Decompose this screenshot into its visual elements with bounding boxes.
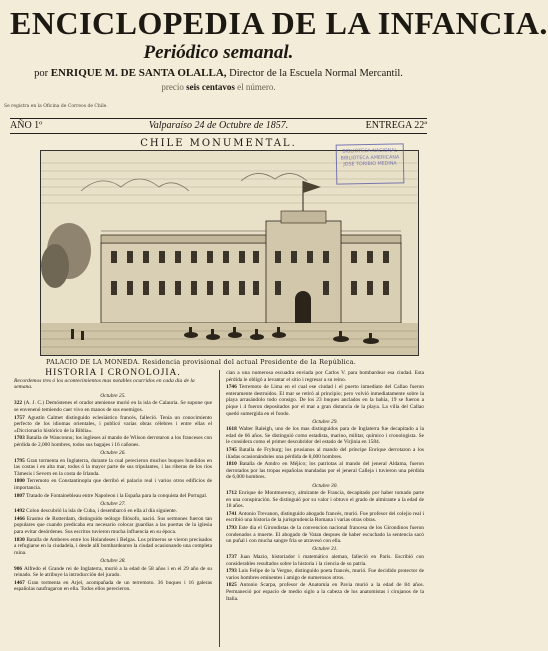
right-column	[226, 370, 424, 647]
price-line	[10, 82, 427, 92]
entry-year: 1466	[14, 515, 27, 522]
text-columns	[14, 370, 423, 647]
entry-year: 1807	[14, 492, 27, 499]
chronology-entry	[14, 580, 212, 593]
entry-year: 1793	[226, 525, 239, 532]
stamp-line-1: BIBLIOTECA NACIONAL	[342, 148, 398, 155]
illustration-caption: PALACIO DE LA MONEDA. Residencia provisional del actual Presidente de la República.	[46, 358, 357, 366]
entry-text: Antonio Scarpa, profesor de Anatomía en Pavia murió a la edad de 84 años. Permaneció por espacio de medio siglo a la cabeza de los anatomistas i cirujanos de la Italia.	[226, 582, 424, 602]
byline-prefix: por	[34, 68, 49, 79]
entry-year: 1737	[226, 553, 241, 560]
day-heading: Octubre 28.	[100, 557, 126, 564]
author-title: Director de la Escuela Normal Mercantil.	[229, 68, 403, 79]
day-heading: Octubre 26.	[100, 450, 126, 457]
entry-text: Gran tormenta en Inglaterra, durante la cual perecieron muchos buques hundidos en las costas i en alta mar, todos ó la mayor parte de sus tripulantes, i las riberas de los ríos Támesis i Severn en la costa de Irlanda.	[14, 457, 212, 477]
issue-number: ENTREGA 22ª	[365, 120, 427, 131]
history-intro: Recordemos tres ó los acontecimientos mas notables ocurridos en cada dia de la semana.	[14, 377, 195, 391]
entry-year: 1830	[14, 536, 27, 543]
entry-year: 322	[14, 400, 24, 407]
registration-note: Se registra en la Oficina de Correos de Chile.	[4, 104, 108, 109]
library-stamp	[336, 143, 405, 184]
chronology-entry	[226, 426, 424, 446]
entry-text: Walter Raleigh, uno de los mas distinguidos para de Inglaterra fue decapitado a la edad de 66 años. Se distinguió como estadista, marino, militar, químico i cronologista. Se le considera como el primer descubridor del estado de Virjinia en 1584.	[226, 426, 424, 446]
chronology-entry	[14, 516, 212, 536]
stamp-line-2: BIBLIOTECA AMERICANA	[340, 154, 400, 162]
entry-text: Juan Mazio, historiador i matemático aleman, falleció en París. Escribió con considerables resultados sobre la historia i la ciencia de su patria.	[226, 553, 424, 567]
day-heading: Octubre 25.	[100, 392, 126, 399]
price-prefix: precio	[161, 82, 184, 92]
entry-text: Antonio Trevanon, distinguido abogado francés, murió. Fue profesor del colejio real i escribió una historia de la jurisprudencia Romana i varias otras obras.	[226, 510, 424, 524]
entry-year: 1746	[226, 384, 240, 391]
chronology-entry	[226, 447, 424, 460]
entry-year: 1467	[14, 579, 28, 586]
entry-text: Luis Felipe de la Vergne, distinguido poeta francés, murió. Fue decidido protector de varios hombres eminentes i amigo de numerosos otros.	[226, 568, 424, 581]
entry-year: 1492	[14, 508, 27, 515]
entry-year: 1618	[226, 426, 239, 433]
author-name: ENRIQUE M. DE SANTA OLALLA,	[50, 67, 227, 79]
chronology-entry	[226, 370, 424, 383]
chronology-entry	[226, 525, 424, 545]
day-heading: Octubre 27.	[100, 500, 126, 507]
history-title: HISTORIA I CRONOLOJIA.	[45, 368, 181, 378]
chronology-entry	[14, 566, 212, 579]
right-entries	[226, 370, 424, 602]
entry-year: 1712	[226, 490, 239, 497]
left-column	[14, 370, 212, 647]
entry-year: 1741	[226, 510, 239, 517]
chronology-entry	[226, 461, 424, 481]
chronology-entry	[226, 384, 424, 417]
entry-text: Batalla de Fryburg; los prusianos al mando del príncipe Enrique derrotaron a los ilíadas ocasionándoles una pérdida de 8,000 hombres.	[226, 447, 424, 460]
chronology-entry	[226, 568, 424, 581]
day-heading: Octubre 29.	[312, 418, 338, 425]
entry-text: Alfredo el Grande rei de Inglaterra, murió a la edad de 58 años i en el 29 año de su reinado. Se le atribuye la introducción del jurado.	[14, 565, 213, 579]
entry-year: 1825	[226, 582, 240, 589]
entry-text: Batalla de Wanconnu; los ingleses al mando de Wilson derrotaron a los franceses con pérdida de 2,000 hombres, todos sus bagajes i 16 cañones.	[14, 435, 212, 448]
section-title: CHILE MONUMENTAL.	[140, 138, 297, 149]
entry-year: 1800	[14, 478, 27, 485]
entry-year: 1757	[14, 414, 28, 421]
year-number: AÑO 1º	[10, 120, 43, 131]
left-entries	[14, 393, 212, 593]
chronology-entry	[226, 511, 424, 524]
entry-year: 1745	[226, 447, 240, 454]
byline	[10, 66, 427, 81]
entry-text: Batalla de Amberes entre los Holandeses i Belgas. Los primeros se vieron precisados a refugiarse en la ciudadela, i desde allí bombardearon la ciudad ocasionando una completa ruina.	[14, 536, 212, 556]
entry-text: Erasmo de Rotterdam, distinguido teólogo filósofo, nació. Sus sermones fueron tan populares que cuando predicaba era necesario colocar guardias a las puertas de la iglesia para evitar desórdenes. Sus escritos tuvieron mucha influencia en su época.	[14, 515, 212, 536]
chronology-entry	[226, 490, 424, 510]
chronology-entry	[14, 537, 212, 557]
entry-text: (A. J. C.) Demóstenes el orador ateniense murió en la isla de Calauria. Se supone que se envenenó temiendo caer vivo en manos de sus enemigos.	[14, 400, 212, 413]
entry-text: Tratado de Fontainebleau entre Napoleon i la España para la conquista del Portugal.	[26, 492, 208, 499]
newspaper-subtitle: Periódico semanal.	[143, 42, 294, 63]
entry-text: Gran tormenta en Arjel, acompañada de un terremoto. 36 buques i 16 galeras españolas naufragaron en ella. Todos ellos perecieron.	[14, 579, 212, 593]
chronology-entry	[226, 554, 424, 567]
price-suffix: el número.	[237, 82, 276, 92]
entry-text: Terremoto en Constantinopla que derribó el palacio real i varios otros edificios de importancia.	[14, 478, 212, 491]
day-heading: Octubre 31.	[312, 546, 338, 553]
chronology-entry	[14, 400, 212, 413]
entry-text: Batalla de Amdro en Méjico; los patriotas al mando del jeneral Aldama, fueron derrotados por las tropas españolas mandadas por el jeneral Calleja i tuvieron una pérdida de 6,000 hombres.	[226, 461, 424, 481]
stamp-line-3: JOSÉ TORIBIO MEDINA	[343, 161, 397, 168]
chronology-entry	[14, 508, 212, 515]
entry-text: Agustín Calmet distinguido eclesiástico francés, falleció. Tenia un conocimiento perfecto de los idiomas orientales, i publicó varias obras célebres i entre ellas el «Diccionario histórico de la Biblia».	[14, 414, 212, 434]
entry-text: Este dia el Girondistas de la convencion nacional francesa de los Girondinos fueron condenados a muerte. El abogado de Vatan despues de haber escuchado la sentencia sacó un puñal i con mucha sangre fría se atravesó con ella.	[226, 525, 424, 545]
entry-text: Colon descubrió la isla de Cuba, i desembarcó en ella al día siguiente.	[26, 508, 178, 515]
place-and-date: Valparaíso 24 de Octubre de 1857.	[148, 120, 289, 131]
chronology-entry	[14, 478, 212, 491]
entry-year: 906	[14, 565, 24, 572]
column-divider	[219, 370, 220, 647]
chronology-entry	[14, 493, 212, 500]
entry-year: 1795	[14, 457, 27, 464]
entry-year: 1793	[226, 568, 239, 575]
entry-text: Terremoto de Lima en el cual ese ciudad i el puerto inmediato del Callao fueron enteramente destruidos. El mar se retiró al principio; pero volvió inmediatamente sobre la playa arrasándolo todo consigo. De los 23 buques anclados en la bahía, 19 se fueron a pique i 4 fueron depositados por el mar a gran distancia de la playa. La villa del Callao quedó sumergida en el fondo.	[226, 384, 424, 417]
chronology-entry	[14, 458, 212, 478]
entry-text: cian a una numerosa escuadra enviada por Carlos V. para bombardear esa ciudad. Esta pérdida le obligó a levantar el sitio i regresar a su reino.	[226, 370, 424, 383]
newspaper-title: ENCICLOPEDIA DE LA INFANCIA.	[10, 5, 548, 41]
price-value: seis centavos	[186, 82, 235, 92]
entry-year: 1810	[226, 461, 240, 468]
entry-text: Enrique de Montmorency, almirante de Francia, decapitado por haber tomado parte en una conspiración. Se distinguió por su valor i obtuvo el grado de almirante a la edad de 18 años.	[226, 490, 424, 510]
masthead	[10, 0, 548, 92]
day-heading: Octubre 30.	[312, 482, 338, 489]
entry-year: 1703	[14, 435, 27, 442]
chronology-entry	[14, 415, 212, 435]
chronology-entry	[14, 435, 212, 448]
chronology-entry	[226, 582, 424, 602]
dateline-bar	[10, 118, 427, 134]
